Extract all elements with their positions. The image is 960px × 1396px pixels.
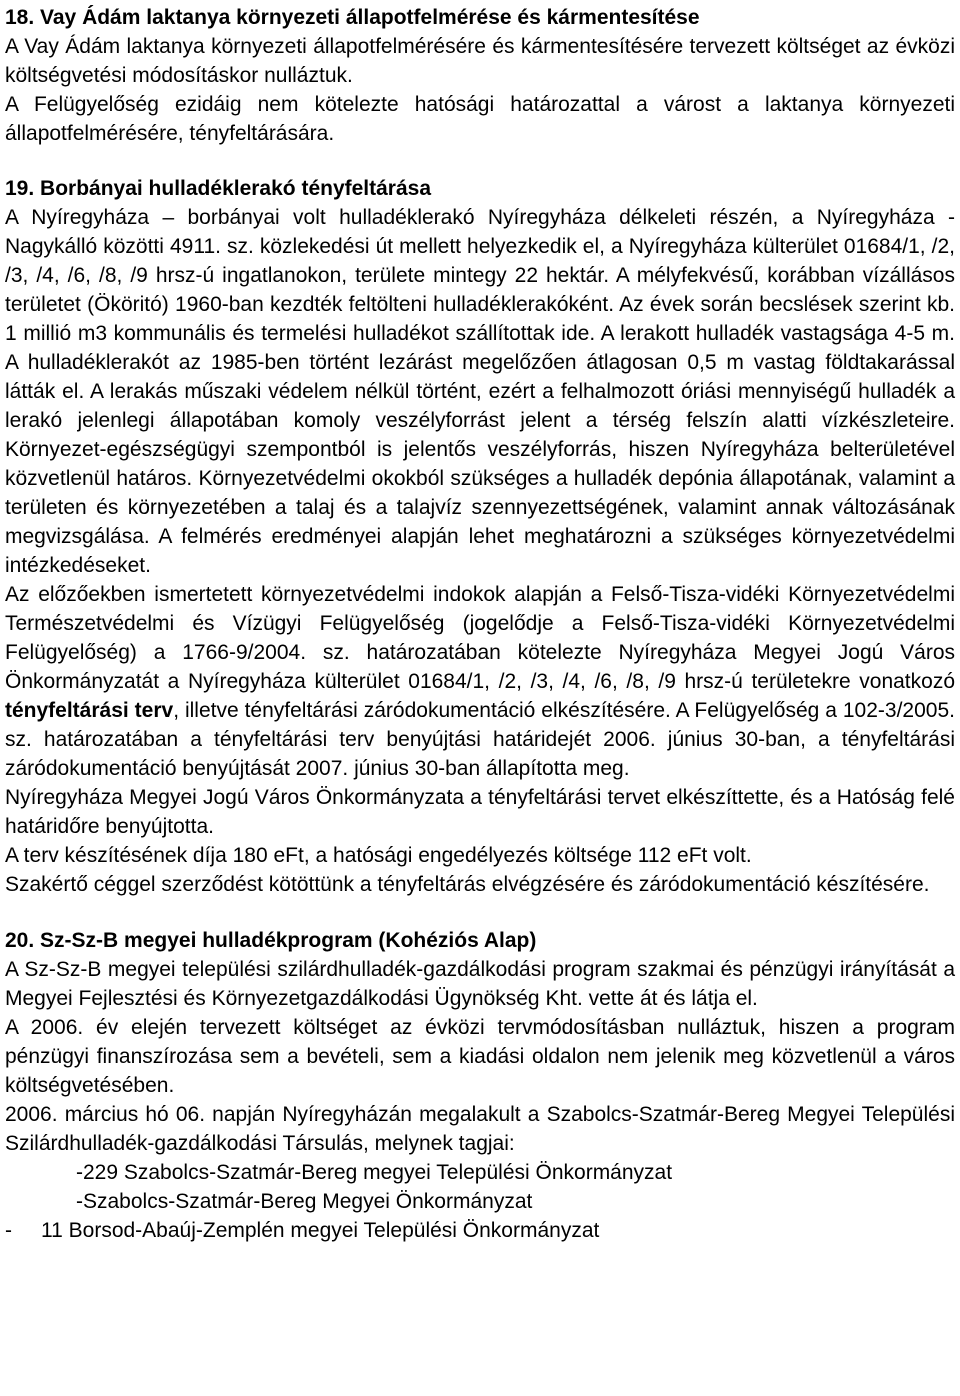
spacer (5, 899, 955, 926)
member-name: 229 Szabolcs-Szatmár-Bereg megyei Települési Önkormányzat (83, 1161, 673, 1184)
section-20-paragraph-3: 2006. március hó 06. napján Nyíregyházán megalakult a Szabolcs-Szatmár-Bereg Megyei Települési Szilárdhulladék-gazdálkodási Társulás, melynek tagjai: (5, 1103, 955, 1155)
section-19-paragraph-3: Nyíregyháza Megyei Jogú Város Önkormányzata a tényfeltárási tervet elkészíttette, és a Hatóság felé határidőre benyújtotta. (5, 786, 955, 838)
section-19-paragraph-2-end: , illetve tényfeltárási záródokumentáció elkészítésére. A Felügyelőség a 102-3/2005. sz. határozatában a tényfeltárási terv benyújtási határidejét 2006. június 30-ban, a tényfeltárási záródokumentáció benyújtását 2007. június 30-ban állapította meg. (5, 699, 955, 780)
section-20-heading: 20. Sz-Sz-B megyei hulladékprogram (Kohéziós Alap) (5, 929, 537, 952)
section-19-heading: 19. Borbányai hulladéklerakó tényfeltárása (5, 177, 432, 200)
member-list-item (5, 1216, 955, 1245)
section-19-paragraph-5: Szakértő céggel szerződést kötöttünk a tényfeltárás elvégzésére és záródokumentáció készítésére. (5, 873, 930, 896)
section-20-paragraph-2: A 2006. év elején tervezett költséget az évközi tervmódosításban nulláztuk, hiszen a program pénzügyi finanszírozása sem a bevételi, sem a kiadási oldalon nem jelenik meg közvetlenül a város költségvetésében. (5, 1016, 955, 1097)
list-dash: - (76, 1190, 83, 1213)
member-list-item (5, 1187, 955, 1216)
section-18-paragraph-1: A Vay Ádám laktanya környezeti állapotfelmérésére és kármentesítésére tervezett költséget az évközi költségvetési módosításkor nulláztuk. (5, 35, 955, 87)
section-20-paragraph-1: A Sz-Sz-B megyei települési szilárdhulladék-gazdálkodási program szakmai és pénzügyi irányítását a Megyei Fejlesztési és Környezetgazdálkodási Ügynökség Kht. vette át és látja el. (5, 958, 955, 1010)
section-19-paragraph-2-start: Az előzőekben ismertetett környezetvédelmi indokok alapján a Felső-Tisza-vidéki Környezetvédelmi Természetvédelmi és Vízügyi Felügyelőség (jogelődje a Felső-Tisza-vidéki Környezetvédelmi Felügyelőség) a 1766-9/2004. sz. határozatában kötelezte Nyíregyháza Megyei Jogú Város Önkormányzatát a Nyíregyháza külterület 01684/1, /2, /3, /4, /6, /8, /9 hrsz-ú területekre vonatkozó (5, 583, 955, 693)
section-19-paragraph-4: A terv készítésének díja 180 eFt, a hatósági engedélyezés költsége 112 eFt volt. (5, 844, 752, 867)
section-19-paragraph-2-bold: tényfeltárási terv (5, 699, 174, 722)
member-list-item (5, 1158, 955, 1187)
member-name: Szabolcs-Szatmár-Bereg Megyei Önkormányzat (83, 1190, 533, 1213)
section-19-paragraph-2 (5, 580, 955, 783)
list-dash: - (76, 1161, 83, 1184)
section-19-paragraph-1: A Nyíregyháza – borbányai volt hulladéklerakó Nyíregyháza délkeleti részén, a Nyíregyháza - Nagykálló közötti 4911. sz. közlekedési út mellett helyezkedik el, a Nyíregyháza külterület 01684/1, /2, /3, /4, /6, /8, /9 hrsz-ú ingatlanokon, területe mintegy 22 hektár. A mélyfekvésű, korábban vízállásos területet (Ököritó) 1960-ban kezdték feltölteni hulladéklerakóként. Az évek során becslések szerint kb. 1 millió m3 kommunális és termelési hulladékot szállítottak ide. A lerakott hulladék vastagsága 4-5 m. A hulladéklerakót az 1985-ben történt lezárást megelőzően átlagosan 0,5 m vastag földtakarással látták el. A lerakás műszaki védelem nélkül történt, ezért a felhalmozott óriási mennyiségű hulladék a lerakó jelenlegi állapotában komoly veszélyforrást jelent a térség felszín alatti vízkészleteire. Környezet-egészségügyi szempontból is jelentős veszélyforrás, hiszen Nyíregyháza belterületével közvetlenül határos. Környezetvédelmi okokból szükséges a hulladék depónia állapotának, valamint a területen és környezetében a talaj és a talajvíz szennyezettségének, valamint annak változásának megvizsgálása. A felmérés eredményei alapján lehet meghatározni a szükséges környezetvédelmi intézkedéseket. (5, 206, 955, 577)
section-18-heading: 18. Vay Ádám laktanya környezeti állapotfelmérése és kármentesítése (5, 6, 700, 29)
list-dash: - (5, 1219, 12, 1242)
member-name: 11 Borsod-Abaúj-Zemplén megyei Települési Önkormányzat (41, 1219, 600, 1242)
spacer (5, 148, 955, 174)
document-page (5, 3, 955, 1245)
section-18-paragraph-2: A Felügyelőség ezidáig nem kötelezte hatósági határozattal a várost a laktanya környezeti állapotfelmérésére, tényfeltárására. (5, 93, 955, 145)
